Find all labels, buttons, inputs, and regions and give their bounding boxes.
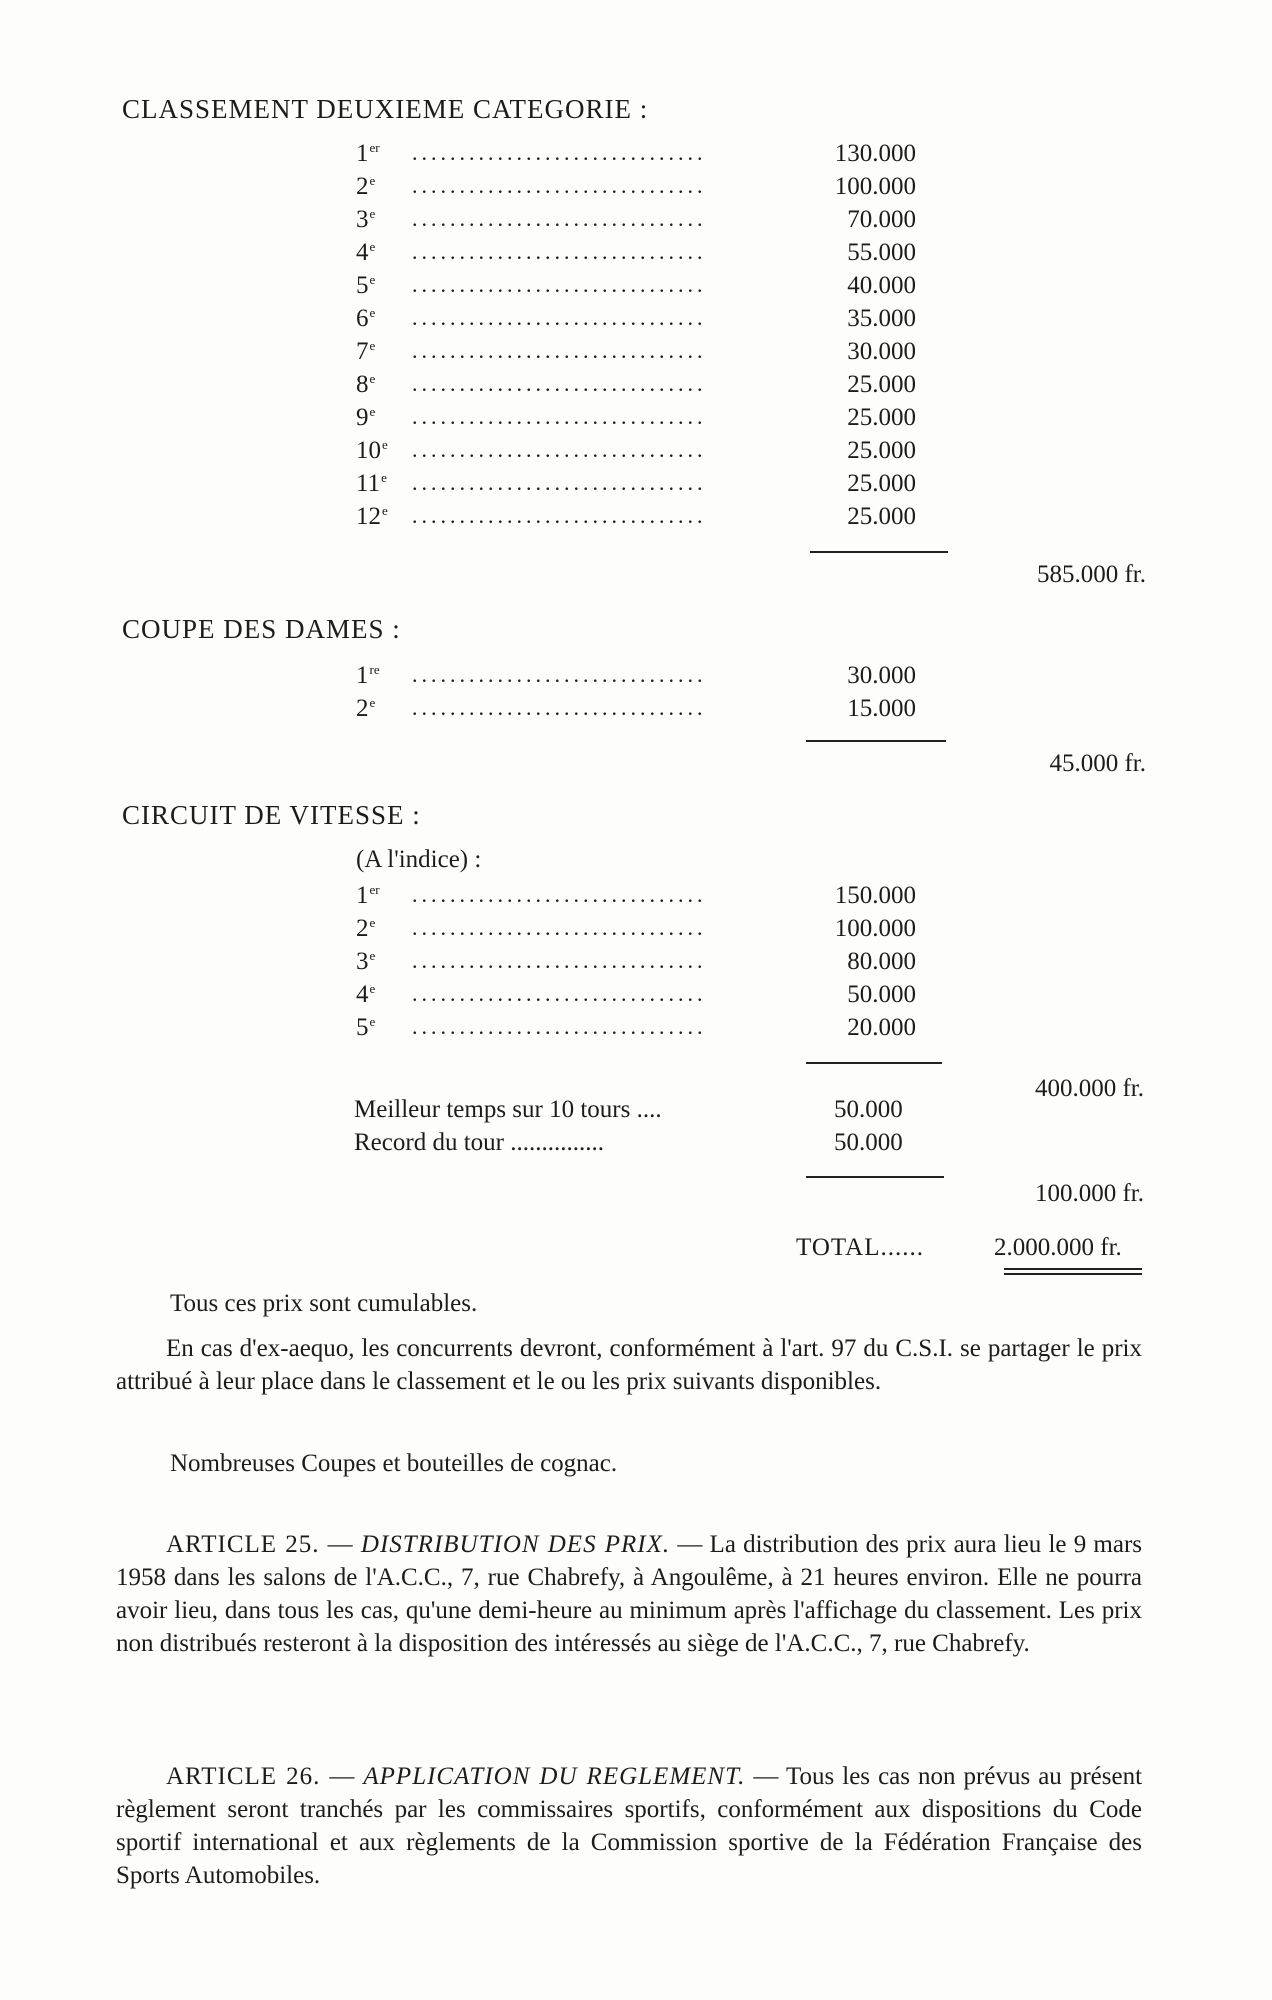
prize-amount: 20.000 xyxy=(847,1014,916,1041)
prize-rank-suffix: e xyxy=(369,404,376,419)
dot-leader: ............................... xyxy=(412,503,707,528)
prize-rank-number: 6 xyxy=(356,305,369,332)
total-amount: 2.000.000 fr. xyxy=(994,1234,1122,1261)
prize-rank-number: 1 xyxy=(356,140,369,167)
total-label: TOTAL...... xyxy=(796,1234,924,1261)
prize-row xyxy=(356,239,916,271)
prize-rank-suffix: e xyxy=(382,437,388,452)
extra-prize-amount-meilleur-temps: 50.000 xyxy=(834,1096,903,1123)
article-25-label: ARTICLE 25. — xyxy=(166,1531,354,1558)
subtotal-extras: 100.000 fr. xyxy=(1034,1180,1144,1207)
prize-row xyxy=(356,173,916,205)
prize-rank-number: 9 xyxy=(356,404,369,431)
prize-rank xyxy=(356,371,375,399)
paragraph-coupes: Nombreuses Coupes et bouteilles de cognac. xyxy=(170,1450,618,1477)
prize-rank-number: 7 xyxy=(356,338,369,365)
prize-row xyxy=(356,662,916,694)
prize-row xyxy=(356,371,916,403)
dot-leader: ............................... xyxy=(412,272,707,297)
prize-rank xyxy=(356,305,375,333)
article-25-body: — La distribution des prix aura lieu le 9 mars 1958 dans les salons de l'A.C.C., 7, rue Chabrefy, à Angoulême, à 21 heures environ. Elle ne pourra avoir lieu, dans tous les cas, qu'une demi-heure au minimum après l'affichage du classement. Les prix non distribués resteront à la disposition des intéressés au siège de l'A.C.C., 7, rue Chabrefy. xyxy=(116,1531,1143,1657)
prize-amount: 50.000 xyxy=(847,981,916,1008)
prize-rank-suffix: e xyxy=(369,305,376,320)
prize-rank-suffix: e xyxy=(369,1014,376,1029)
subheading-a-l-indice: (A l'indice) : xyxy=(356,846,482,873)
prize-row xyxy=(356,437,916,469)
total-double-rule-top xyxy=(1004,1268,1142,1270)
prize-amount: 35.000 xyxy=(847,305,916,332)
prize-row xyxy=(356,206,916,238)
extra-prize-label-meilleur-temps: Meilleur temps sur 10 tours .... xyxy=(354,1096,662,1123)
subtotal-rule xyxy=(806,740,946,742)
prize-rank-number: 1 xyxy=(356,662,369,689)
prize-amount: 15.000 xyxy=(847,695,916,722)
prize-rank-number: 8 xyxy=(356,371,369,398)
section-heading-circuit-de-vitesse: CIRCUIT DE VITESSE : xyxy=(122,800,421,830)
prize-amount: 150.000 xyxy=(834,882,916,909)
prize-rank-suffix: er xyxy=(369,882,380,897)
article-26-label: ARTICLE 26. — xyxy=(166,1763,356,1790)
prize-amount: 25.000 xyxy=(847,404,916,431)
prize-row xyxy=(356,404,916,436)
dot-leader: ............................... xyxy=(412,882,707,907)
prize-rank-suffix: e xyxy=(369,239,376,254)
prize-rank xyxy=(356,140,380,168)
prize-rank xyxy=(356,503,388,531)
prize-rank xyxy=(356,1014,375,1042)
prize-rank xyxy=(356,695,375,723)
prize-rank xyxy=(356,981,375,1009)
paragraph-ex-aequo-text: En cas d'ex-aequo, les concurrents devront, conformément à l'art. 97 du C.S.I. se partager le prix attribué à leur place dans le classement et le ou les prix suivants disponibles. xyxy=(116,1335,1142,1395)
prize-amount: 100.000 xyxy=(834,915,916,942)
prize-rank xyxy=(356,882,380,910)
section-heading-coupe-des-dames: COUPE DES DAMES : xyxy=(122,614,401,644)
total-double-rule-bottom xyxy=(1004,1273,1142,1275)
prize-rank xyxy=(356,915,375,943)
prize-rank-number: 5 xyxy=(356,272,369,299)
prize-amount: 100.000 xyxy=(834,173,916,200)
prize-row xyxy=(356,915,916,947)
article-25-title: DISTRIBUTION DES PRIX. xyxy=(360,1531,671,1558)
prize-row xyxy=(356,948,916,980)
prize-rank-suffix: e xyxy=(369,695,376,710)
prize-rank-number: 4 xyxy=(356,239,369,266)
dot-leader: ............................... xyxy=(412,437,707,462)
dot-leader: ............................... xyxy=(412,371,707,396)
dot-leader: ............................... xyxy=(412,239,707,264)
prize-row xyxy=(356,140,916,172)
prize-rank-suffix: e xyxy=(369,948,376,963)
prize-rank xyxy=(356,437,388,465)
paragraph-article-26 xyxy=(116,1760,1142,1892)
dot-leader: ............................... xyxy=(412,470,707,495)
prize-amount: 25.000 xyxy=(847,437,916,464)
paragraph-ex-aequo xyxy=(116,1332,1142,1398)
prize-row xyxy=(356,272,916,304)
subtotal-coupe-des-dames: 45.000 fr. xyxy=(1049,750,1146,777)
prize-amount: 25.000 xyxy=(847,371,916,398)
prize-row xyxy=(356,503,916,535)
prize-rank xyxy=(356,173,375,201)
subtotal-rule xyxy=(806,1062,942,1064)
section-heading-deuxieme-categorie: CLASSEMENT DEUXIEME CATEGORIE : xyxy=(122,94,649,124)
prize-rank xyxy=(356,206,375,234)
prize-rank xyxy=(356,239,375,267)
prize-rank xyxy=(356,948,375,976)
prize-amount: 25.000 xyxy=(847,503,916,530)
dot-leader: ............................... xyxy=(412,404,707,429)
prize-row xyxy=(356,1014,916,1046)
prize-rank-suffix: er xyxy=(369,140,380,155)
prize-amount: 40.000 xyxy=(847,272,916,299)
prize-rank-number: 4 xyxy=(356,981,369,1008)
dot-leader: ............................... xyxy=(412,981,707,1006)
prize-rank-number: 10 xyxy=(356,437,381,464)
prize-rank-suffix: e xyxy=(382,503,388,518)
dot-leader: ............................... xyxy=(412,305,707,330)
prize-rank-number: 2 xyxy=(356,915,369,942)
prize-rank xyxy=(356,272,375,300)
prize-rank-suffix: e xyxy=(369,981,376,996)
prize-rank-suffix: e xyxy=(369,371,376,386)
dot-leader: ............................... xyxy=(412,140,707,165)
subtotal-deuxieme-categorie: 585.000 fr. xyxy=(1036,561,1146,588)
prize-amount: 25.000 xyxy=(847,470,916,497)
subtotal-circuit-de-vitesse: 400.000 fr. xyxy=(1034,1075,1144,1102)
prize-rank-suffix: e xyxy=(369,915,376,930)
prize-rank-number: 3 xyxy=(356,206,369,233)
prize-amount: 30.000 xyxy=(847,338,916,365)
subtotal-rule xyxy=(810,551,948,553)
prize-rank-number: 3 xyxy=(356,948,369,975)
prize-rank xyxy=(356,662,380,690)
prize-rank-suffix: re xyxy=(369,662,380,677)
prize-rank-number: 1 xyxy=(356,882,369,909)
prize-row xyxy=(356,695,916,727)
prize-amount: 80.000 xyxy=(847,948,916,975)
dot-leader: ............................... xyxy=(412,206,707,231)
prize-rank-suffix: e xyxy=(369,338,376,353)
prize-row xyxy=(356,981,916,1013)
prize-rank-suffix: e xyxy=(381,470,387,485)
subtotal-rule xyxy=(806,1176,944,1178)
prize-amount: 70.000 xyxy=(847,206,916,233)
prize-rank-suffix: e xyxy=(369,206,376,221)
prize-rank-suffix: e xyxy=(369,173,376,188)
prize-rank-number: 2 xyxy=(356,695,369,722)
prize-row xyxy=(356,470,916,502)
dot-leader: ............................... xyxy=(412,915,707,940)
prize-rank xyxy=(356,338,375,366)
extra-prize-label-record-du-tour: Record du tour ............... xyxy=(354,1129,604,1156)
dot-leader: ............................... xyxy=(412,1014,707,1039)
prize-rank-number: 12 xyxy=(356,503,381,530)
dot-leader: ............................... xyxy=(412,662,707,687)
prize-rank-number: 2 xyxy=(356,173,369,200)
prize-row xyxy=(356,338,916,370)
prize-row xyxy=(356,305,916,337)
article-26-body: — Tous les cas non prévus au présent règlement seront tranchés par les commissaires sportifs, conformément aux dispositions du Code sportif international et aux règlements de la Commission sportive de la Fédération Française des Sports Automobiles. xyxy=(116,1763,1143,1889)
prize-rank xyxy=(356,470,387,498)
paragraph-cumulables: Tous ces prix sont cumulables. xyxy=(170,1290,478,1317)
prize-amount: 55.000 xyxy=(847,239,916,266)
prize-amount: 130.000 xyxy=(834,140,916,167)
prize-rank xyxy=(356,404,375,432)
prize-rank-suffix: e xyxy=(369,272,376,287)
prize-rank-number: 5 xyxy=(356,1014,369,1041)
dot-leader: ............................... xyxy=(412,695,707,720)
article-26-title: APPLICATION DU REGLEMENT. xyxy=(363,1763,746,1790)
prize-amount: 30.000 xyxy=(847,662,916,689)
paragraph-article-25 xyxy=(116,1528,1142,1660)
dot-leader: ............................... xyxy=(412,338,707,363)
prize-rank-number: 11 xyxy=(356,470,381,497)
dot-leader: ............................... xyxy=(412,948,707,973)
dot-leader: ............................... xyxy=(412,173,707,198)
prize-row xyxy=(356,882,916,914)
extra-prize-amount-record-du-tour: 50.000 xyxy=(834,1129,903,1156)
